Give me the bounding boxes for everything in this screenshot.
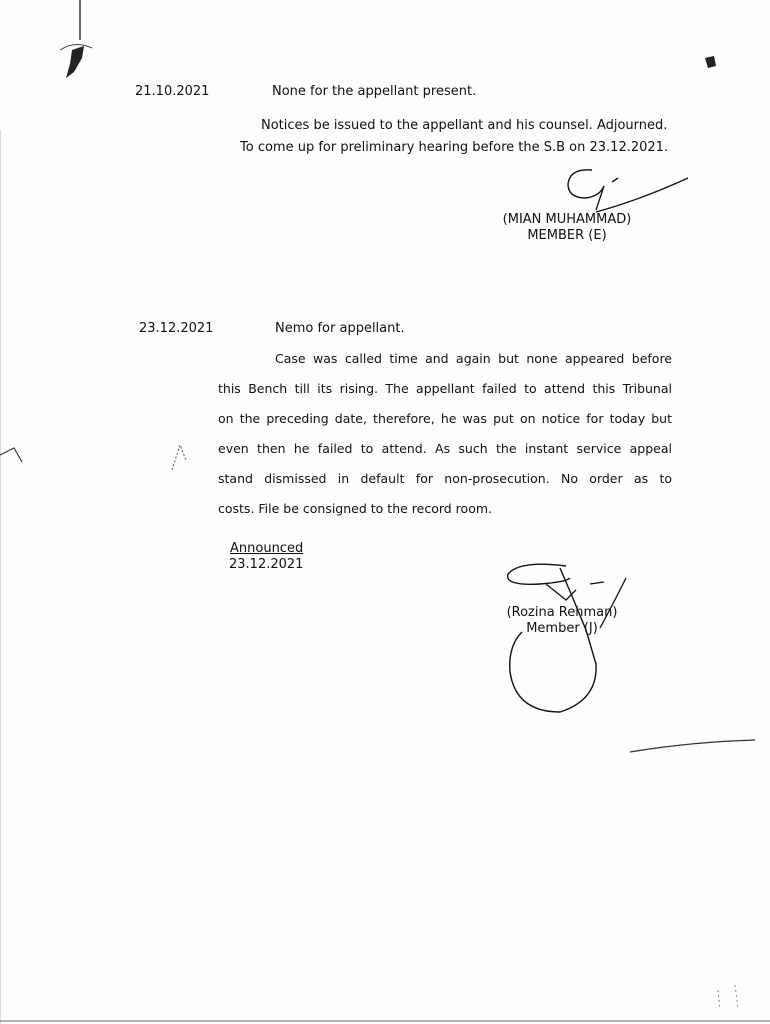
order-2-signatory-name: (Rozina Rehman) [506, 605, 618, 620]
order-2-body-line: costs. File be consigned to the record room. [218, 501, 492, 516]
order-2-body-line: Case was called time and again but none appeared before [275, 351, 672, 366]
order-2-date: 23.12.2021 [139, 321, 214, 336]
order-2-body-line: on the preceding date, therefore, he was put on notice for today but [218, 411, 672, 426]
order-1-line-1: None for the appellant present. [272, 84, 477, 99]
order-1-line-3: To come up for preliminary hearing before the S.B on 23.12.2021. [240, 140, 669, 155]
order-2-signatory-title: Member (J) [526, 621, 598, 636]
order-2-body-line: even then he failed to attend. As such the instant service appeal [218, 441, 672, 456]
announced-date: 23.12.2021 [229, 557, 304, 572]
order-1-line-2: Notices be issued to the appellant and his counsel. Adjourned. [261, 118, 668, 133]
order-1-signatory-title: MEMBER (E) [527, 228, 607, 243]
announced-label: Announced [230, 541, 304, 556]
order-2-opening: Nemo for appellant. [275, 321, 405, 336]
order-2-body-line: this Bench till its rising. The appellant failed to attend this Tribunal [218, 381, 672, 396]
order-1-date: 21.10.2021 [135, 84, 210, 99]
order-1-signatory-name: (MIAN MUHAMMAD) [502, 212, 632, 227]
order-2-body-line: stand dismissed in default for non-prosecution. No order as to [218, 471, 672, 486]
